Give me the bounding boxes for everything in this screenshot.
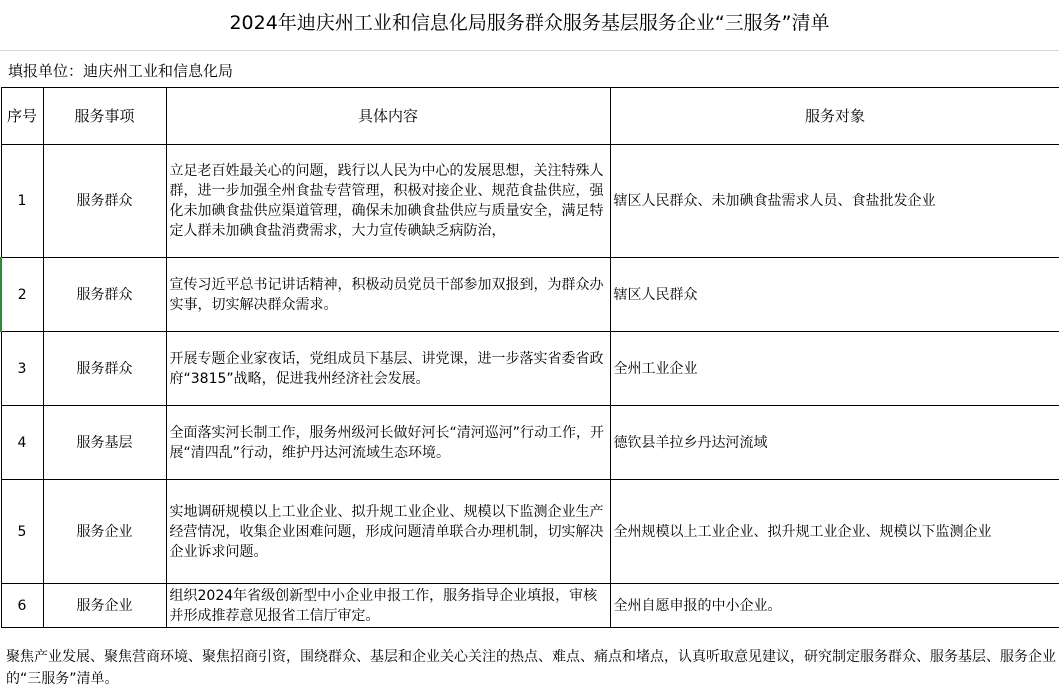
cell-content[interactable]: 实地调研规模以上工业企业、拟升规工业企业、规模以下监测企业生产经营情况，收集企业困难问题，形成问题清单联合办理机制，切实解决企业诉求问题。 — [166, 480, 610, 584]
summary-note: 聚焦产业发展、聚焦营商环境、聚焦招商引资，围绕群众、基层和企业关心关注的热点、难点、痛点和堵点，认真听取意见建议，研究制定服务群众、服务基层、服务企业的“三服务”清单。 — [6, 649, 1056, 687]
cell-item[interactable]: 服务企业 — [43, 584, 166, 628]
cell-no[interactable]: 3 — [1, 332, 43, 406]
cell-item[interactable]: 服务群众 — [43, 145, 166, 258]
cell-content[interactable]: 组织2024年省级创新型中小企业申报工作，服务指导企业填报，审核并形成推荐意见报省工信厅审定。 — [166, 584, 610, 628]
table-row — [1, 480, 1059, 584]
cell-content[interactable]: 全面落实河长制工作，服务州级河长做好河长“清河巡河”行动工作，开展“清四乱”行动，维护丹达河流域生态环境。 — [166, 406, 610, 480]
table-row — [1, 145, 1059, 258]
header-no[interactable]: 序号 — [1, 88, 43, 145]
page-title: 2024年迪庆州工业和信息化局服务群众服务基层服务企业“三服务”清单 — [0, 0, 1059, 51]
header-content[interactable]: 具体内容 — [166, 88, 610, 145]
cell-no[interactable]: 2 — [1, 258, 43, 332]
cell-target[interactable]: 全州工业企业 — [610, 332, 1059, 406]
header-item[interactable]: 服务事项 — [43, 88, 166, 145]
table-row — [1, 332, 1059, 406]
cell-no[interactable]: 4 — [1, 406, 43, 480]
table-row — [1, 406, 1059, 480]
cell-item[interactable]: 服务群众 — [43, 332, 166, 406]
cell-target[interactable]: 德钦县羊拉乡丹达河流域 — [610, 406, 1059, 480]
cell-item[interactable]: 服务群众 — [43, 258, 166, 332]
reporting-unit: 填报单位：迪庆州工业和信息化局 — [8, 62, 234, 80]
cell-item[interactable]: 服务基层 — [43, 406, 166, 480]
cell-no[interactable]: 6 — [1, 584, 43, 628]
table-row — [1, 584, 1059, 628]
cell-no[interactable]: 1 — [1, 145, 43, 258]
cell-content[interactable]: 立足老百姓最关心的问题，践行以人民为中心的发展思想，关注特殊人群，进一步加强全州食盐专营管理，积极对接企业、规范食盐供应，强化未加碘食盐供应渠道管理，确保未加碘食盐供应与质量安全，满足特定人群未加碘食盐消费需求，大力宣传碘缺乏病防治， — [166, 145, 610, 258]
cell-target[interactable]: 辖区人民群众 — [610, 258, 1059, 332]
cell-target[interactable]: 全州规模以上工业企业、拟升规工业企业、规模以下监测企业 — [610, 480, 1059, 584]
cell-content[interactable]: 开展专题企业家夜话，党组成员下基层、讲党课，进一步落实省委省政府“3815”战略，促进我州经济社会发展。 — [166, 332, 610, 406]
cell-item[interactable]: 服务企业 — [43, 480, 166, 584]
cell-no[interactable]: 5 — [1, 480, 43, 584]
cell-target[interactable]: 全州自愿申报的中小企业。 — [610, 584, 1059, 628]
service-list-table — [0, 87, 1059, 628]
cell-content[interactable]: 宣传习近平总书记讲话精神，积极动员党员干部参加双报到，为群众办实事，切实解决群众需求。 — [166, 258, 610, 332]
table-row — [1, 258, 1059, 332]
cell-target[interactable]: 辖区人民群众、未加碘食盐需求人员、食盐批发企业 — [610, 145, 1059, 258]
header-target[interactable]: 服务对象 — [610, 88, 1059, 145]
table-header-row — [1, 88, 1059, 145]
